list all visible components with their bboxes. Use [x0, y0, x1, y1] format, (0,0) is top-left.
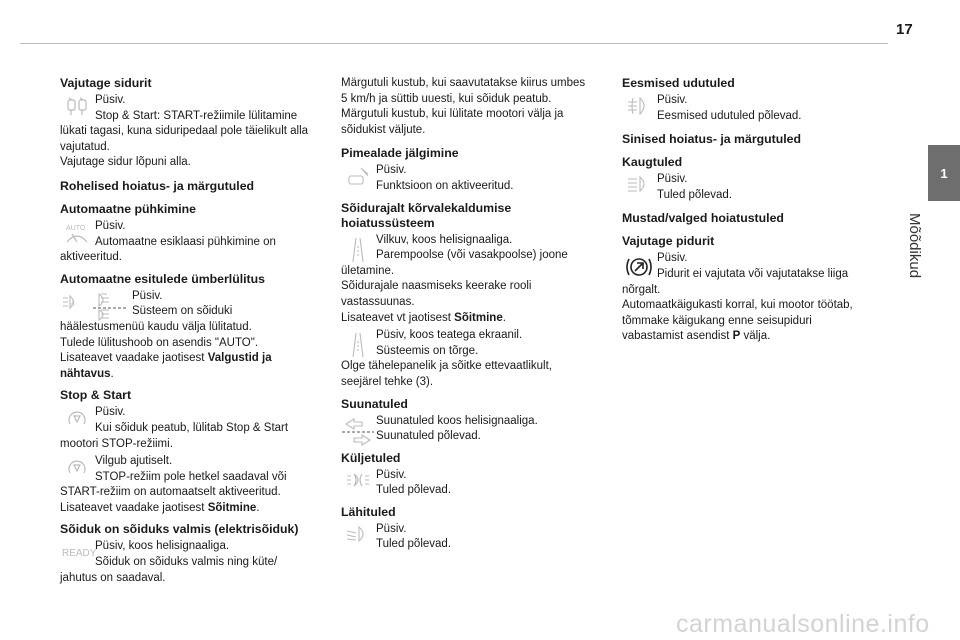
reference-link[interactable]: Sõitmine: [207, 501, 257, 514]
section-title: Lähituled: [341, 504, 396, 519]
watermark: carmanualsonline.info: [676, 610, 930, 638]
text: Süsteem on sõiduki häälestusmenüü kaudu välja lülitatud.: [60, 305, 252, 333]
text: Püsiv.: [657, 173, 688, 186]
section-title: Stop & Start: [60, 388, 132, 403]
header-divider: [20, 43, 888, 44]
lane-departure-icon: [341, 328, 374, 356]
stop-start-icon: [60, 454, 93, 482]
text: .: [256, 501, 260, 514]
text: Süsteemis on tõrge.: [376, 344, 479, 357]
svg-text:A: A: [71, 300, 76, 307]
text: Sõiduk on sõiduks valmis ning küte/ jahutus on saadaval.: [60, 556, 278, 584]
brake-pedal-icon: [622, 251, 655, 279]
text: Püsiv.: [376, 468, 407, 481]
gear-position: P: [732, 330, 741, 343]
chapter-label: Mõõdikud: [906, 213, 923, 279]
clutch-pedal-icon: [60, 93, 93, 121]
text: Püsiv.: [657, 94, 688, 106]
low-beam-icon: [341, 522, 374, 550]
svg-text:READY: READY: [61, 548, 96, 560]
text: Märgutuli kustub, kui saavutatakse kiirus umbes 5 km/h ja süttib uuesti, kui sõiduk peatub. Märgutuli kustub, kui lülitate mootori välja ja sõidukist väljute.: [341, 77, 586, 136]
text: Püsiv.: [95, 406, 126, 419]
text: Kui sõiduk peatub, lülitab Stop & Start mootori STOP-režiimi.: [60, 421, 289, 450]
text: Sõidurajale naasmiseks keerake rooli vastassuunas.: [341, 280, 532, 308]
text: Püsiv.: [95, 219, 126, 232]
text: Lisateavet vaadake jaotisest: [60, 501, 208, 514]
section-title: Automaatne pühkimine: [60, 201, 196, 216]
section-title: Pimealade jälgimine: [341, 146, 459, 161]
side-lights-icon: [341, 468, 374, 496]
section-title: Kaugtuled: [622, 155, 683, 170]
text: Olge tähelepanelik ja sõitke ettevaatlikult, seejärel tehke (3).: [341, 360, 552, 388]
section-title: Vajutage pidurit: [622, 234, 715, 249]
text: Püsiv.: [95, 94, 126, 106]
text: Funktsioon on aktiveeritud.: [376, 179, 514, 192]
text: Vilgub ajutiselt.: [95, 455, 173, 468]
text: Stop & Start: START-režiimile lülitamine lükati tagasi, kuna siduripedaal pole täielikult alla vajutatud.: [60, 109, 309, 153]
blind-spot-icon: [341, 163, 374, 191]
high-beam-icon: [622, 172, 655, 200]
text: Püsiv, koos teatega ekraanil.: [376, 329, 523, 342]
page-number: 17: [896, 21, 913, 38]
text: Tuled põlevad.: [376, 484, 452, 497]
section-title: Suunatuled: [341, 396, 408, 411]
chapter-side-label: [902, 213, 932, 303]
text: Lisateavet vt jaotisest: [341, 311, 455, 324]
text: Parempoolse (või vasakpoolse) joone ületamine.: [341, 249, 568, 277]
section-title: Eesmised udutuled: [622, 76, 735, 90]
text: Püsiv.: [376, 164, 407, 177]
section-title: Küljetuled: [341, 450, 401, 465]
lane-departure-icon: [341, 233, 374, 261]
text: Püsiv.: [132, 289, 163, 302]
text: Vilkuv, koos helisignaaliga.: [376, 233, 513, 246]
text: Tuled põlevad.: [657, 188, 733, 201]
section-heading: Sinised hoiatus- ja märgutuled: [622, 132, 802, 147]
text: .: [502, 311, 506, 324]
section-title: Automaatne esitulede ümberlülitus: [60, 271, 265, 286]
text: Tuled põlevad.: [376, 538, 452, 551]
text: Eesmised udutuled põlevad.: [657, 109, 802, 122]
text: Tulede lülitushoob on asendis "AUTO".: [60, 336, 259, 349]
text: Püsiv.: [657, 252, 688, 265]
text: Automaatne esiklaasi pühkimine on aktiveeritud.: [60, 235, 276, 264]
auto-beam-icons: [60, 289, 130, 317]
stop-start-icon: [60, 405, 93, 433]
section-title: Sõidurajalt kõrvalekaldumise hoiatussüsteem: [341, 200, 512, 230]
text: Püsiv.: [376, 522, 407, 535]
text: Vajutage sidur lõpuni alla.: [60, 156, 191, 169]
text: STOP-režiim pole hetkel saadaval või START-režiim on automaatselt aktiveeritud.: [60, 470, 287, 499]
text: Pidurit ei vajutata või vajutatakse liiga nõrgalt.: [622, 267, 849, 296]
section-title: Vajutage sidurit: [60, 76, 152, 90]
turn-signal-icon: [341, 414, 374, 442]
text: Suunatuled põlevad.: [376, 430, 481, 443]
text: Suunatuled koos helisignaaliga.: [376, 414, 538, 427]
text: välja.: [740, 330, 771, 343]
chapter-tab[interactable]: 1: [928, 145, 960, 201]
svg-text:AUTO: AUTO: [65, 224, 85, 232]
column-3: [622, 76, 872, 347]
column-2: [341, 76, 591, 555]
auto-wiper-icon: [60, 219, 93, 247]
section-title: Sõiduk on sõiduks valmis (elektrisõiduk): [60, 522, 299, 537]
text: Püsiv, koos helisignaaliga.: [95, 540, 230, 553]
reference-link[interactable]: Valgustid ja nähtavus: [60, 352, 272, 380]
section-heading: Rohelised hoiatus- ja märgutuled: [60, 178, 255, 193]
front-fog-icon: [622, 93, 655, 121]
text: Lisateavet vaadake jaotisest: [60, 352, 208, 365]
ready-icon: [60, 539, 96, 567]
column-1: [60, 76, 310, 588]
text: .: [110, 367, 114, 380]
reference-link[interactable]: Sõitmine: [454, 311, 503, 324]
text: Automaatkäigukasti korral, kui mootor töötab, tõmmake käigukang enne seisupiduri vabastamist asendist: [622, 299, 853, 343]
section-heading: Mustad/valged hoiatustuled: [622, 211, 784, 226]
